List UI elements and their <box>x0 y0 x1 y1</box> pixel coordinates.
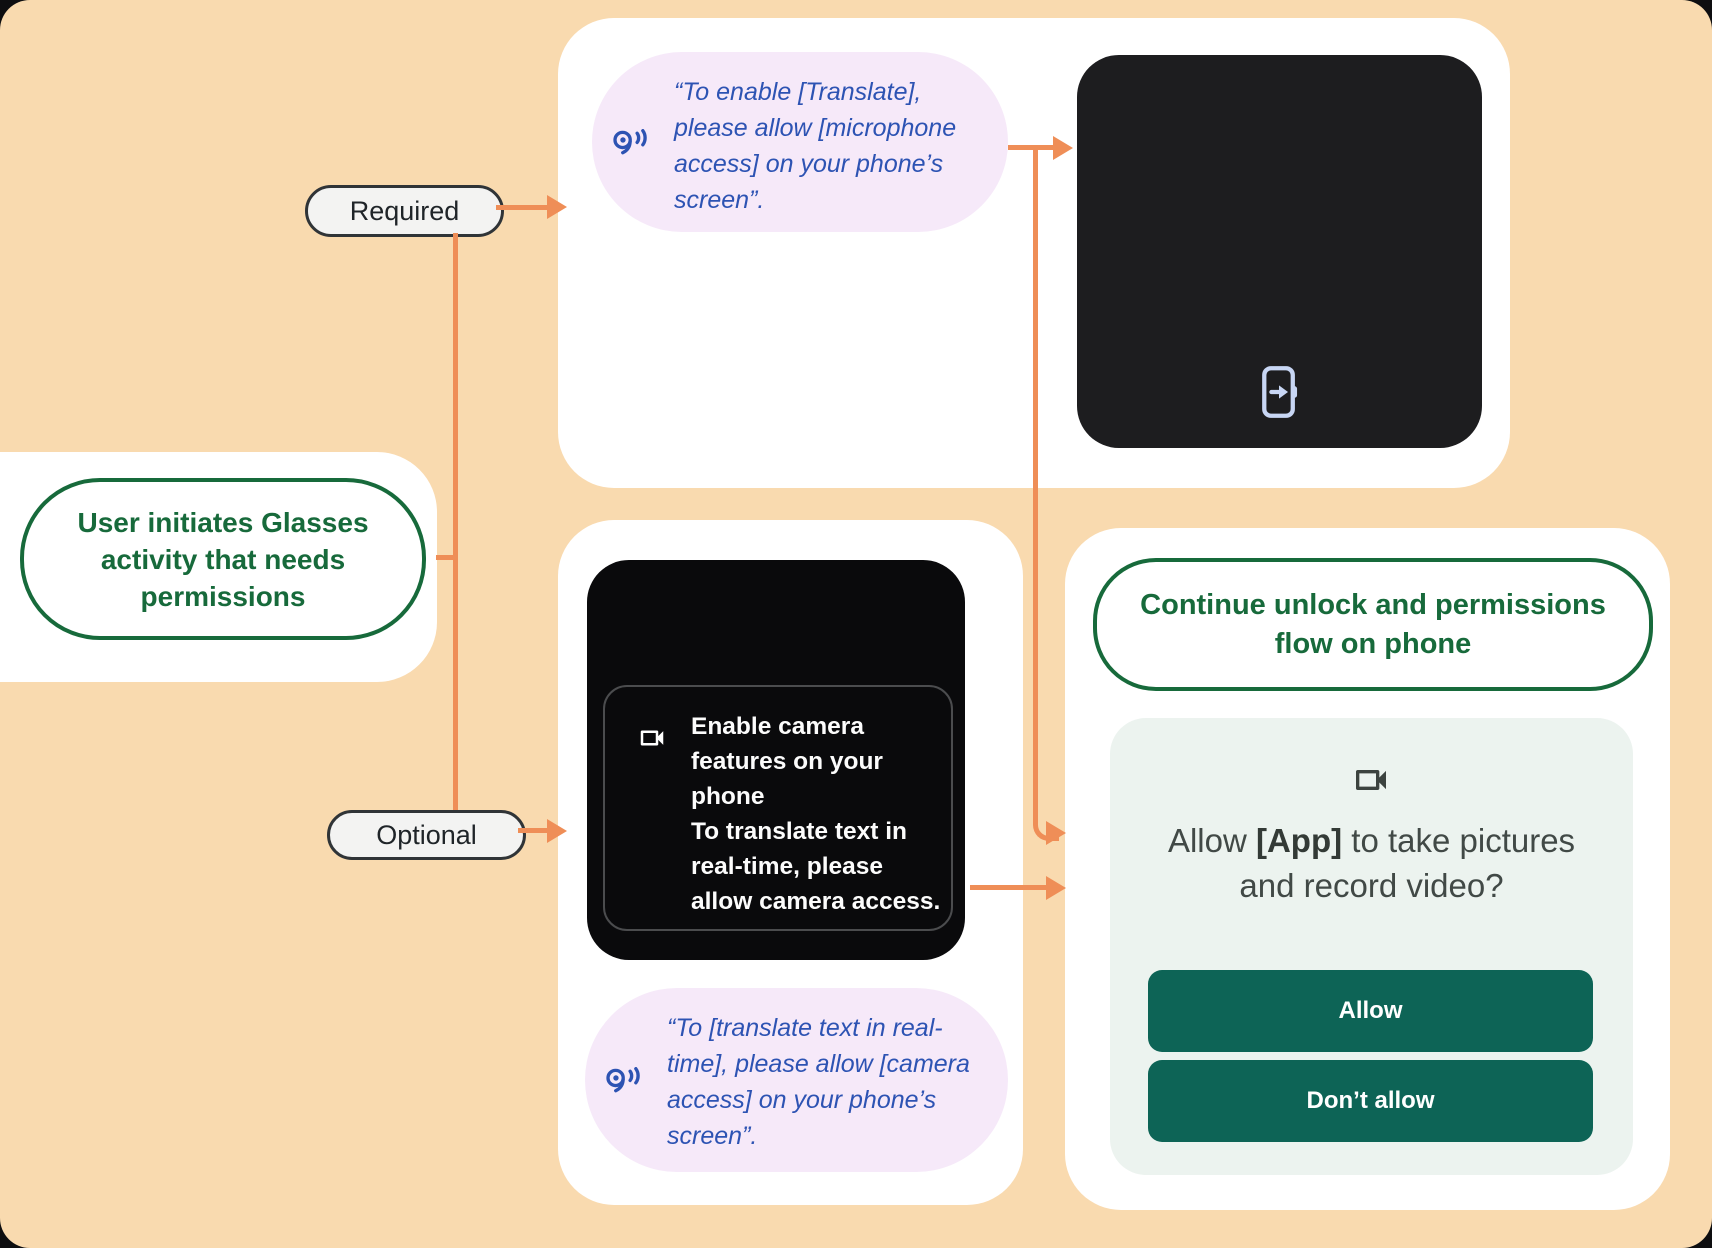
videocam-icon <box>637 723 667 753</box>
connector-branch-line <box>453 233 458 810</box>
question-prefix: Allow <box>1167 822 1256 859</box>
hearing-icon <box>612 129 650 161</box>
phone-header-line: Continue unlock and permissions <box>1140 588 1606 621</box>
voice-line: screen”. <box>667 1122 758 1150</box>
prompt-title-line: features on your <box>691 748 883 775</box>
question-app-placeholder: [App] <box>1255 822 1343 859</box>
camera-voice-prompt-text <box>667 1010 970 1154</box>
prompt-title-line: Enable camera <box>691 713 864 740</box>
glasses-screen-blank <box>1077 55 1482 448</box>
voice-line: screen”. <box>674 186 765 214</box>
hearing-icon <box>605 1067 643 1099</box>
start-node <box>20 478 426 640</box>
glasses-prompt-panel <box>603 685 953 931</box>
mic-voice-prompt-text <box>674 74 956 218</box>
voice-line: “To [translate text in real- <box>667 1014 943 1042</box>
mic-voice-prompt-bubble <box>592 52 1008 232</box>
connector-optional-arrow <box>518 828 548 833</box>
arrowhead-icon <box>1046 821 1066 845</box>
dont-allow-button-label: Don’t allow <box>1306 1087 1435 1114</box>
start-node-line: permissions <box>140 580 306 612</box>
allow-button[interactable] <box>1148 970 1593 1052</box>
allow-button-label: Allow <box>1338 997 1403 1024</box>
required-branch-label <box>305 185 504 237</box>
prompt-body-line: allow camera access. <box>691 888 941 915</box>
question-suffix: to take pictures <box>1342 822 1576 859</box>
glasses-screen-camera-prompt <box>587 560 965 960</box>
voice-line: access] on your phone’s <box>674 150 944 178</box>
arrowhead-icon <box>547 819 567 843</box>
connector-start-stub <box>436 555 458 560</box>
arrowhead-icon <box>1046 876 1066 900</box>
prompt-title-line: phone <box>691 783 765 810</box>
question-line2: and record video? <box>1239 867 1504 904</box>
connector-mic-to-phone <box>1033 145 1059 841</box>
phone-flow-header <box>1093 558 1653 691</box>
start-node-line: activity that needs <box>100 543 346 575</box>
start-node-line: User initiates Glasses <box>77 506 369 538</box>
camera-voice-prompt-bubble <box>585 988 1008 1172</box>
connector-camera-to-phone <box>970 885 1048 890</box>
voice-line: please allow [microphone <box>674 114 957 142</box>
dont-allow-button[interactable] <box>1148 1060 1593 1142</box>
connector-required-arrow <box>496 205 548 210</box>
prompt-body-line: real-time, please <box>691 853 884 880</box>
permission-question <box>1110 818 1633 908</box>
optional-branch-label <box>327 810 526 860</box>
camera-permission-dialog <box>1110 718 1633 1175</box>
voice-line: access] on your phone’s <box>667 1086 937 1114</box>
continue-on-phone-icon <box>1260 365 1298 419</box>
voice-line: time], please allow [camera <box>667 1050 970 1078</box>
prompt-body-line: To translate text in <box>691 818 908 845</box>
required-label-text: Required <box>349 195 460 226</box>
arrowhead-icon <box>547 195 567 219</box>
videocam-icon <box>1351 760 1391 800</box>
voice-line: “To enable [Translate], <box>674 78 922 106</box>
glasses-prompt-text <box>691 709 940 919</box>
optional-label-text: Optional <box>376 819 477 850</box>
phone-header-line: flow on phone <box>1274 627 1472 660</box>
